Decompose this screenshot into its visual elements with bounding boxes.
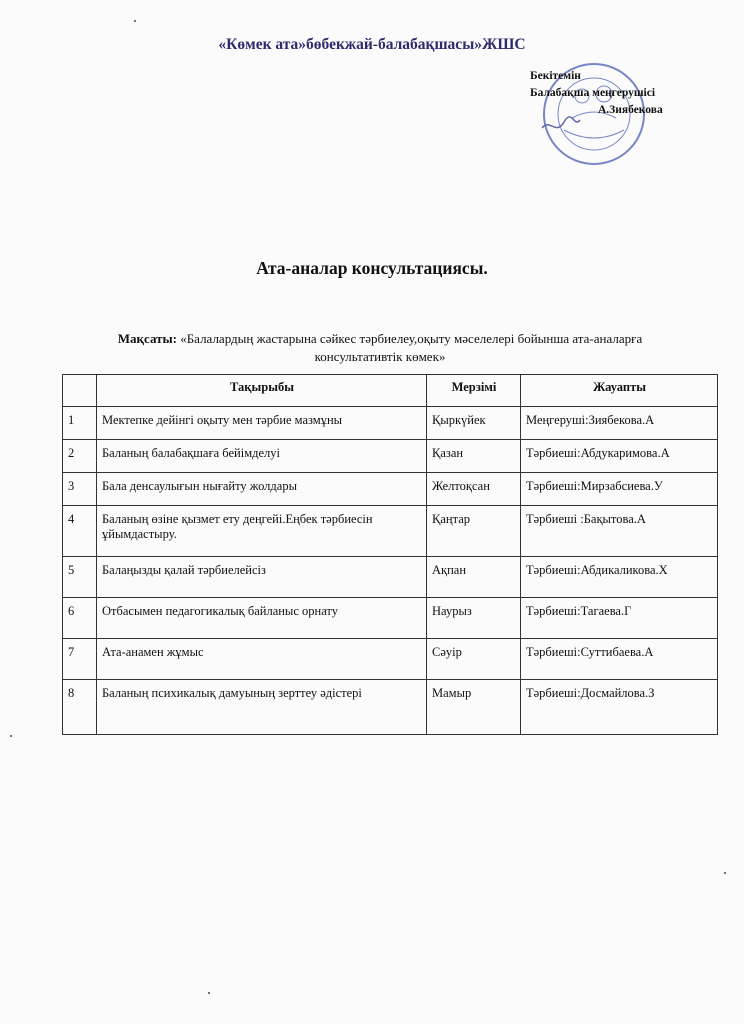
row-month: Қазан: [427, 440, 521, 473]
row-responsible: Тәрбиеші:Тагаева.Г: [521, 598, 718, 639]
table-row: [63, 598, 718, 639]
scan-speck: [134, 20, 136, 22]
approval-block: [520, 68, 710, 119]
row-responsible: Тәрбиеші:Мирзабсиева.У: [521, 473, 718, 506]
row-responsible: Тәрбиеші:Суттибаева.А: [521, 639, 718, 680]
row-number: 5: [63, 557, 97, 598]
row-topic: Балаңызды қалай тәрбиелейсіз: [97, 557, 427, 598]
table-row: [63, 407, 718, 440]
row-number: 6: [63, 598, 97, 639]
table-row: [63, 506, 718, 557]
row-topic: Отбасымен педагогикалық байланыс орнату: [97, 598, 427, 639]
row-responsible: Тәрбиеші :Бақытова.А: [521, 506, 718, 557]
consultation-table: [62, 374, 718, 735]
row-month: Ақпан: [427, 557, 521, 598]
row-month: Желтоқсан: [427, 473, 521, 506]
approval-line-name: А.Зиябекова: [598, 104, 663, 116]
purpose-label: Мақсаты:: [117, 331, 177, 346]
row-topic: Баланың өзіне қызмет ету деңгейі.Еңбек тәрбиесін ұйымдастыру.: [97, 506, 427, 557]
approval-line-approve: Бекітемін: [530, 70, 581, 82]
scan-speck: [10, 735, 12, 737]
row-responsible: Тәрбиеші:Абдикаликова.Х: [521, 557, 718, 598]
row-month: Сәуір: [427, 639, 521, 680]
row-responsible: Тәрбиеші:Досмайлова.З: [521, 680, 718, 735]
table-row: [63, 680, 718, 735]
table-row: [63, 639, 718, 680]
header-number: [63, 375, 97, 407]
row-topic: Бала денсаулығын нығайту жолдары: [97, 473, 427, 506]
row-number: 8: [63, 680, 97, 735]
table-row: [63, 557, 718, 598]
row-number: 2: [63, 440, 97, 473]
scan-speck: [724, 872, 726, 874]
document-title: Ата-аналар консультациясы.: [256, 258, 488, 278]
row-number: 4: [63, 506, 97, 557]
row-topic: Мектепке дейінгі оқыту мен тәрбие мазмұны: [97, 407, 427, 440]
row-number: 7: [63, 639, 97, 680]
scan-speck: [208, 992, 210, 994]
purpose-paragraph: [80, 330, 680, 366]
purpose-text: «Балалардың жастарына сәйкес тәрбиелеу,оқыту мәселелері бойынша ата-аналарға консультативтік көмек»: [176, 331, 643, 364]
table-row: [63, 440, 718, 473]
table-header-row: [63, 375, 718, 407]
header-responsible: Жауапты: [521, 375, 718, 407]
row-responsible: Тәрбиеші:Абдукаримова.А: [521, 440, 718, 473]
row-month: Мамыр: [427, 680, 521, 735]
approval-line-position: Балабақша меңгерушісі: [530, 87, 656, 99]
row-topic: Баланың балабақшаға бейімделуі: [97, 440, 427, 473]
row-month: Қыркүйек: [427, 407, 521, 440]
row-number: 3: [63, 473, 97, 506]
row-topic: Баланың психикалық дамуының зерттеу әдістері: [97, 680, 427, 735]
row-number: 1: [63, 407, 97, 440]
row-month: Қаңтар: [427, 506, 521, 557]
header-date: Мерзімі: [427, 375, 521, 407]
header-topic: Тақырыбы: [97, 375, 427, 407]
row-month: Наурыз: [427, 598, 521, 639]
table-row: [63, 473, 718, 506]
row-responsible: Меңгеруші:Зиябекова.А: [521, 407, 718, 440]
organization-title: «Көмек ата»бөбекжай-балабақшасы»ЖШС: [218, 36, 526, 53]
row-topic: Ата-анамен жұмыс: [97, 639, 427, 680]
